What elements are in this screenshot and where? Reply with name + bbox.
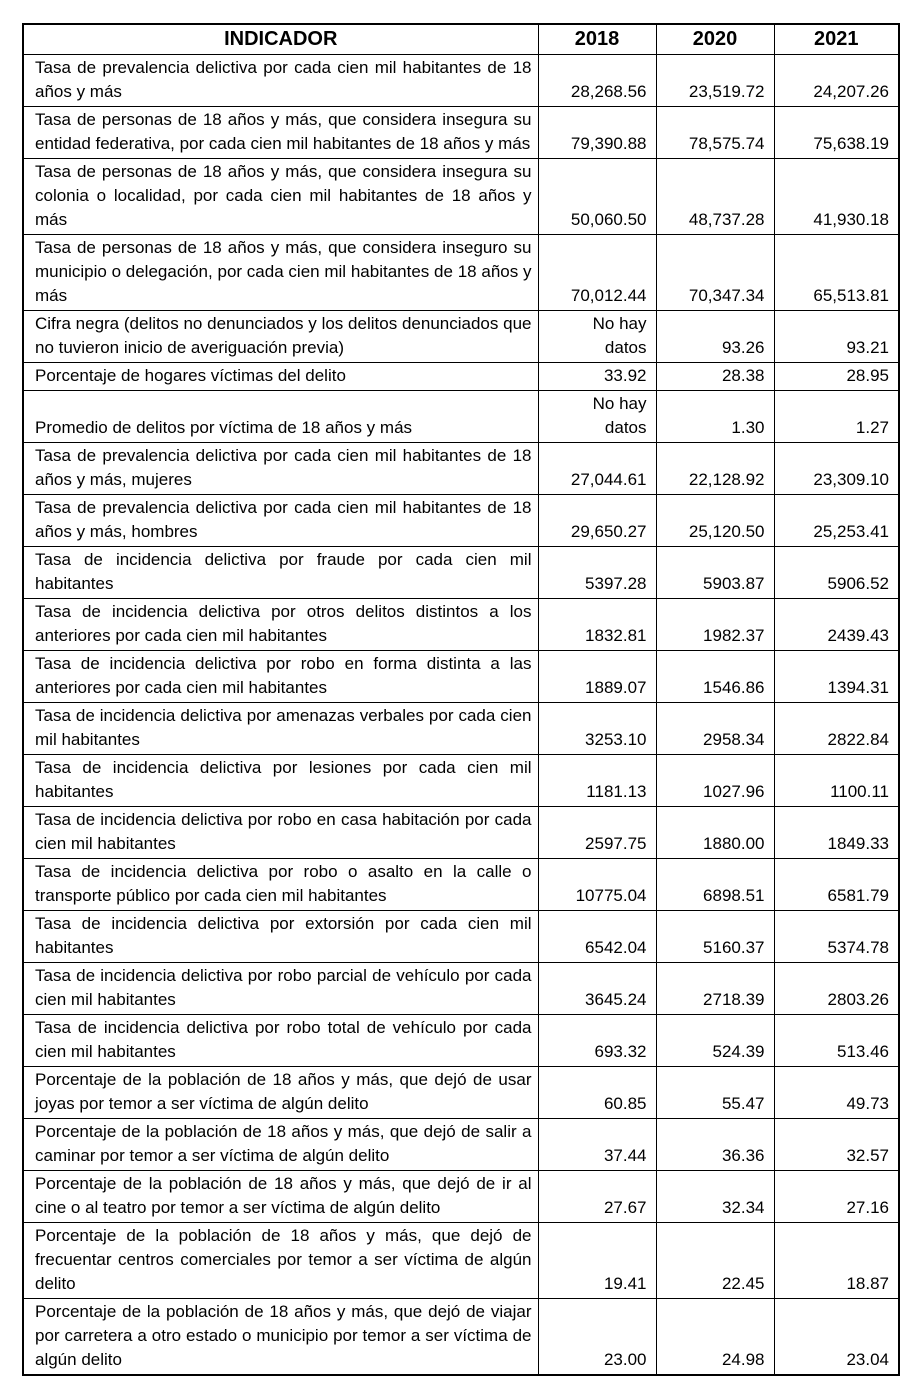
table-row	[23, 107, 899, 159]
value-cell-2018: 27,044.61	[538, 443, 656, 495]
indicator-cell: Cifra negra (delitos no denunciados y los delitos denunciados que no tuvieron inicio de averiguación previa)	[23, 311, 538, 363]
value-cell-2020: 28.38	[656, 363, 774, 391]
indicator-cell: Tasa de incidencia delictiva por otros delitos distintos a los anteriores por cada cien mil habitantes	[23, 599, 538, 651]
value-cell-2020: 2718.39	[656, 963, 774, 1015]
value-cell-2021: 1849.33	[774, 807, 899, 859]
value-cell-2020: 32.34	[656, 1171, 774, 1223]
indicator-cell: Tasa de prevalencia delictiva por cada cien mil habitantes de 18 años y más	[23, 55, 538, 107]
value-cell-2018: 1889.07	[538, 651, 656, 703]
table-row	[23, 1223, 899, 1299]
value-cell-2018: 6542.04	[538, 911, 656, 963]
value-cell-2020: 1027.96	[656, 755, 774, 807]
value-cell-2020: 22,128.92	[656, 443, 774, 495]
table-row	[23, 651, 899, 703]
value-cell-2020: 24.98	[656, 1299, 774, 1376]
indicator-cell: Porcentaje de hogares víctimas del delito	[23, 363, 538, 391]
indicator-cell: Tasa de personas de 18 años y más, que considera insegura su colonia o localidad, por cada cien mil habitantes de 18 años y más	[23, 159, 538, 235]
value-cell-2020: 36.36	[656, 1119, 774, 1171]
table-row	[23, 1119, 899, 1171]
indicator-cell: Tasa de prevalencia delictiva por cada cien mil habitantes de 18 años y más, hombres	[23, 495, 538, 547]
table-row	[23, 807, 899, 859]
value-cell-2021: 18.87	[774, 1223, 899, 1299]
value-cell-2018: 29,650.27	[538, 495, 656, 547]
indicator-cell: Tasa de incidencia delictiva por amenazas verbales por cada cien mil habitantes	[23, 703, 538, 755]
value-cell-2018: 70,012.44	[538, 235, 656, 311]
header-cell-2021: 2021	[774, 24, 899, 55]
table-row	[23, 55, 899, 107]
indicators-table-body	[23, 55, 899, 1376]
indicator-cell: Porcentaje de la población de 18 años y más, que dejó de viajar por carretera a otro estado o municipio por temor a ser víctima de algún delito	[23, 1299, 538, 1376]
indicator-cell: Promedio de delitos por víctima de 18 años y más	[23, 391, 538, 443]
value-cell-2018: No hay datos	[538, 391, 656, 443]
value-cell-2020: 5903.87	[656, 547, 774, 599]
table-row	[23, 443, 899, 495]
value-cell-2018: 1832.81	[538, 599, 656, 651]
value-cell-2021: 1100.11	[774, 755, 899, 807]
table-row	[23, 755, 899, 807]
value-cell-2020: 6898.51	[656, 859, 774, 911]
indicator-cell: Tasa de incidencia delictiva por lesiones por cada cien mil habitantes	[23, 755, 538, 807]
indicator-cell: Tasa de incidencia delictiva por robo total de vehículo por cada cien mil habitantes	[23, 1015, 538, 1067]
value-cell-2021: 23,309.10	[774, 443, 899, 495]
header-cell-2018: 2018	[538, 24, 656, 55]
table-row	[23, 547, 899, 599]
value-cell-2018: 60.85	[538, 1067, 656, 1119]
value-cell-2021: 75,638.19	[774, 107, 899, 159]
value-cell-2020: 70,347.34	[656, 235, 774, 311]
value-cell-2020: 78,575.74	[656, 107, 774, 159]
header-row	[23, 24, 899, 55]
table-row	[23, 911, 899, 963]
table-row	[23, 859, 899, 911]
value-cell-2020: 25,120.50	[656, 495, 774, 547]
indicator-cell: Tasa de personas de 18 años y más, que considera inseguro su municipio o delegación, por cada cien mil habitantes de 18 años y más	[23, 235, 538, 311]
value-cell-2018: 3645.24	[538, 963, 656, 1015]
indicator-cell: Porcentaje de la población de 18 años y más, que dejó de usar joyas por temor a ser víctima de algún delito	[23, 1067, 538, 1119]
table-row	[23, 391, 899, 443]
table-row	[23, 1067, 899, 1119]
indicator-cell: Tasa de incidencia delictiva por fraude por cada cien mil habitantes	[23, 547, 538, 599]
table-row	[23, 1299, 899, 1376]
value-cell-2021: 27.16	[774, 1171, 899, 1223]
indicator-cell: Tasa de incidencia delictiva por extorsión por cada cien mil habitantes	[23, 911, 538, 963]
value-cell-2021: 28.95	[774, 363, 899, 391]
indicator-cell: Tasa de personas de 18 años y más, que considera insegura su entidad federativa, por cada cien mil habitantes de 18 años y más	[23, 107, 538, 159]
value-cell-2018: 3253.10	[538, 703, 656, 755]
value-cell-2021: 6581.79	[774, 859, 899, 911]
indicator-cell: Porcentaje de la población de 18 años y más, que dejó de frecuentar centros comerciales por temor a ser víctima de algún delito	[23, 1223, 538, 1299]
value-cell-2018: 27.67	[538, 1171, 656, 1223]
value-cell-2018: 10775.04	[538, 859, 656, 911]
value-cell-2018: 37.44	[538, 1119, 656, 1171]
table-row	[23, 1171, 899, 1223]
value-cell-2021: 25,253.41	[774, 495, 899, 547]
value-cell-2018: 23.00	[538, 1299, 656, 1376]
value-cell-2021: 513.46	[774, 1015, 899, 1067]
value-cell-2021: 2803.26	[774, 963, 899, 1015]
value-cell-2020: 1546.86	[656, 651, 774, 703]
value-cell-2018: 2597.75	[538, 807, 656, 859]
indicator-cell: Porcentaje de la población de 18 años y más, que dejó de ir al cine o al teatro por temor a ser víctima de algún delito	[23, 1171, 538, 1223]
value-cell-2021: 93.21	[774, 311, 899, 363]
value-cell-2021: 32.57	[774, 1119, 899, 1171]
value-cell-2020: 23,519.72	[656, 55, 774, 107]
value-cell-2020: 2958.34	[656, 703, 774, 755]
value-cell-2020: 55.47	[656, 1067, 774, 1119]
value-cell-2018: 5397.28	[538, 547, 656, 599]
value-cell-2021: 1.27	[774, 391, 899, 443]
value-cell-2021: 41,930.18	[774, 159, 899, 235]
value-cell-2021: 2822.84	[774, 703, 899, 755]
value-cell-2021: 2439.43	[774, 599, 899, 651]
table-row	[23, 235, 899, 311]
table-row	[23, 703, 899, 755]
indicator-cell: Tasa de incidencia delictiva por robo en casa habitación por cada cien mil habitantes	[23, 807, 538, 859]
table-row	[23, 311, 899, 363]
table-row	[23, 495, 899, 547]
header-cell-indicador: INDICADOR	[23, 24, 538, 55]
value-cell-2018: No hay datos	[538, 311, 656, 363]
indicator-cell: Tasa de incidencia delictiva por robo o asalto en la calle o transporte público por cada cien mil habitantes	[23, 859, 538, 911]
value-cell-2018: 19.41	[538, 1223, 656, 1299]
value-cell-2021: 65,513.81	[774, 235, 899, 311]
value-cell-2018: 79,390.88	[538, 107, 656, 159]
table-row	[23, 363, 899, 391]
indicator-cell: Tasa de incidencia delictiva por robo en forma distinta a las anteriores por cada cien mil habitantes	[23, 651, 538, 703]
value-cell-2018: 50,060.50	[538, 159, 656, 235]
value-cell-2020: 1880.00	[656, 807, 774, 859]
table-row	[23, 159, 899, 235]
value-cell-2020: 48,737.28	[656, 159, 774, 235]
value-cell-2020: 5160.37	[656, 911, 774, 963]
value-cell-2018: 28,268.56	[538, 55, 656, 107]
value-cell-2021: 49.73	[774, 1067, 899, 1119]
value-cell-2020: 524.39	[656, 1015, 774, 1067]
table-header	[23, 24, 899, 55]
value-cell-2020: 1.30	[656, 391, 774, 443]
indicators-table	[22, 23, 900, 1376]
value-cell-2018: 693.32	[538, 1015, 656, 1067]
value-cell-2021: 1394.31	[774, 651, 899, 703]
value-cell-2021: 5906.52	[774, 547, 899, 599]
value-cell-2021: 5374.78	[774, 911, 899, 963]
value-cell-2020: 22.45	[656, 1223, 774, 1299]
header-cell-2020: 2020	[656, 24, 774, 55]
indicator-cell: Tasa de incidencia delictiva por robo parcial de vehículo por cada cien mil habitantes	[23, 963, 538, 1015]
indicator-cell: Porcentaje de la población de 18 años y más, que dejó de salir a caminar por temor a ser víctima de algún delito	[23, 1119, 538, 1171]
value-cell-2018: 1181.13	[538, 755, 656, 807]
value-cell-2018: 33.92	[538, 363, 656, 391]
value-cell-2020: 1982.37	[656, 599, 774, 651]
table-row	[23, 599, 899, 651]
value-cell-2020: 93.26	[656, 311, 774, 363]
value-cell-2021: 24,207.26	[774, 55, 899, 107]
table-row	[23, 963, 899, 1015]
value-cell-2021: 23.04	[774, 1299, 899, 1376]
indicator-cell: Tasa de prevalencia delictiva por cada cien mil habitantes de 18 años y más, mujeres	[23, 443, 538, 495]
table-row	[23, 1015, 899, 1067]
